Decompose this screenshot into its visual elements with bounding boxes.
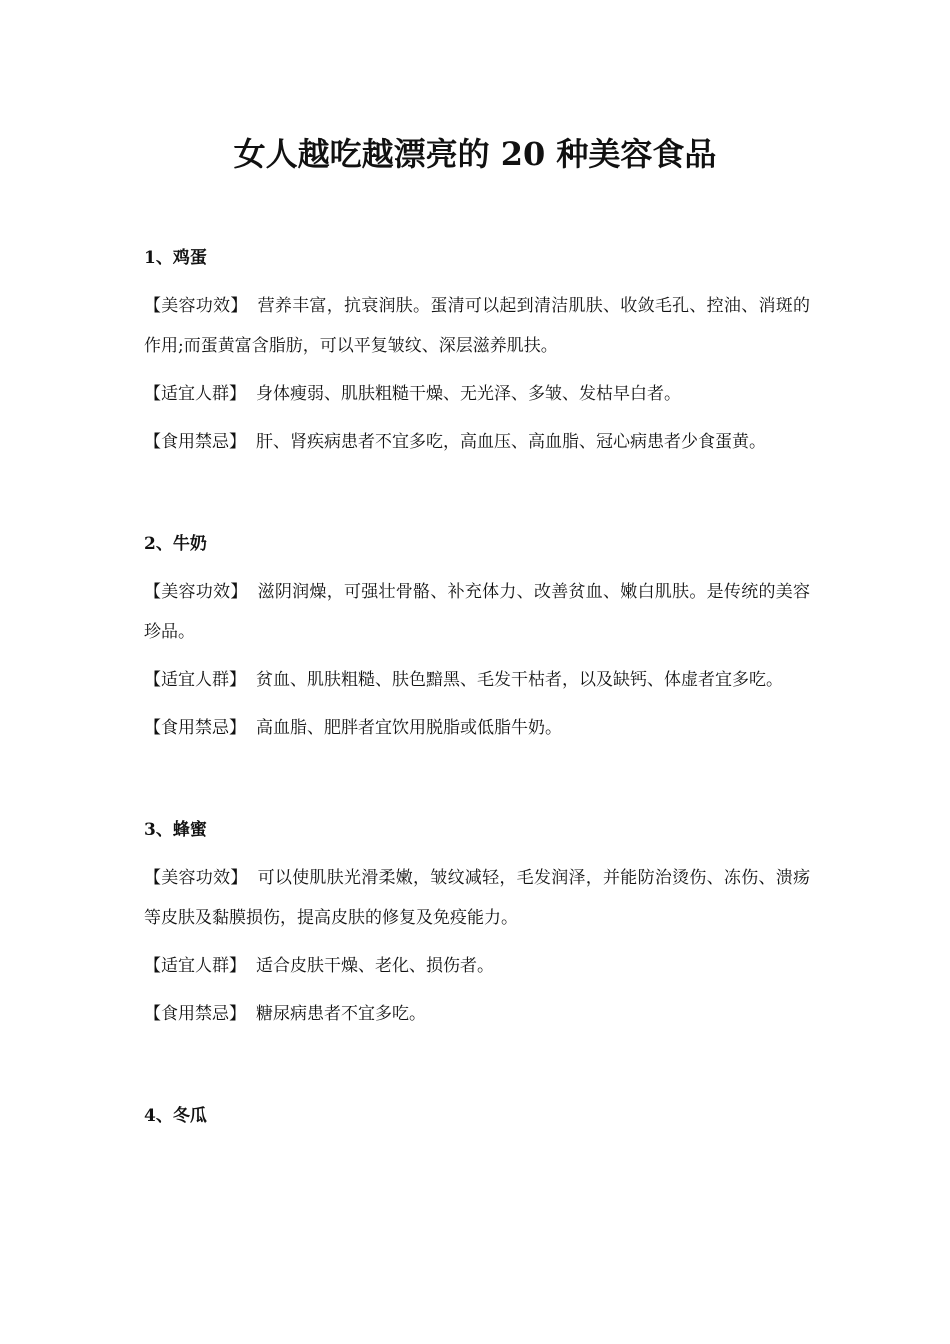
paragraph-label: 【美容功效】 bbox=[144, 582, 248, 602]
paragraph-beauty-effect bbox=[144, 286, 810, 366]
paragraph-text: 高血脂、肥胖者宜饮用脱脂或低脂牛奶。 bbox=[256, 718, 562, 738]
paragraph-text: 肝、肾疾病患者不宜多吃，高血压、高血脂、冠心病患者少食蛋黄。 bbox=[256, 432, 766, 452]
paragraph-label: 【食用禁忌】 bbox=[144, 432, 246, 452]
paragraph-food-taboo bbox=[144, 422, 810, 462]
paragraph-suitable-people bbox=[144, 374, 810, 414]
paragraph-food-taboo bbox=[144, 708, 810, 748]
section-heading: 1、鸡蛋 bbox=[144, 248, 207, 268]
paragraph-text: 糖尿病患者不宜多吃。 bbox=[256, 1004, 426, 1024]
paragraph-text: 营养丰富，抗衰润肤。蛋清可以起到清洁肌肤、收敛毛孔、控油、消斑的作用;而蛋黄富含脂肪，可以平复皱纹、深层滋养肌扶。 bbox=[144, 296, 811, 356]
paragraph-label: 【美容功效】 bbox=[144, 296, 248, 316]
paragraph-label: 【食用禁忌】 bbox=[144, 718, 246, 738]
paragraph-label: 【适宜人群】 bbox=[144, 384, 246, 404]
paragraph-beauty-effect bbox=[144, 572, 810, 652]
section-heading: 2、牛奶 bbox=[144, 534, 207, 554]
document-content bbox=[144, 238, 810, 1198]
paragraph-text: 适合皮肤干燥、老化、损伤者。 bbox=[256, 956, 494, 976]
paragraph-suitable-people bbox=[144, 660, 810, 700]
section-winter-melon bbox=[144, 1096, 810, 1136]
paragraph-label: 【美容功效】 bbox=[144, 868, 248, 888]
section-honey bbox=[144, 810, 810, 1034]
paragraph-label: 【适宜人群】 bbox=[144, 670, 246, 690]
paragraph-label: 【食用禁忌】 bbox=[144, 1004, 246, 1024]
section-egg bbox=[144, 238, 810, 462]
paragraph-text: 身体瘦弱、肌肤粗糙干燥、无光泽、多皱、发枯早白者。 bbox=[256, 384, 681, 404]
section-heading: 4、冬瓜 bbox=[144, 1106, 207, 1126]
paragraph-label: 【适宜人群】 bbox=[144, 956, 246, 976]
paragraph-text: 贫血、肌肤粗糙、肤色黯黑、毛发干枯者，以及缺钙、体虚者宜多吃。 bbox=[256, 670, 783, 690]
section-milk bbox=[144, 524, 810, 748]
paragraph-text: 滋阴润燥，可强壮骨骼、补充体力、改善贫血、嫩白肌肤。是传统的美容珍品。 bbox=[144, 582, 811, 642]
paragraph-food-taboo bbox=[144, 994, 810, 1034]
paragraph-beauty-effect bbox=[144, 858, 810, 938]
section-heading: 3、蜂蜜 bbox=[144, 820, 207, 840]
paragraph-text: 可以使肌肤光滑柔嫩，皱纹减轻，毛发润泽，并能防治烫伤、冻伤、溃疡等皮肤及黏膜损伤，提高皮肤的修复及免疫能力。 bbox=[144, 868, 811, 928]
paragraph-suitable-people bbox=[144, 946, 810, 986]
document-title: 女人越吃越漂亮的 20 种美容食品 bbox=[233, 135, 717, 173]
